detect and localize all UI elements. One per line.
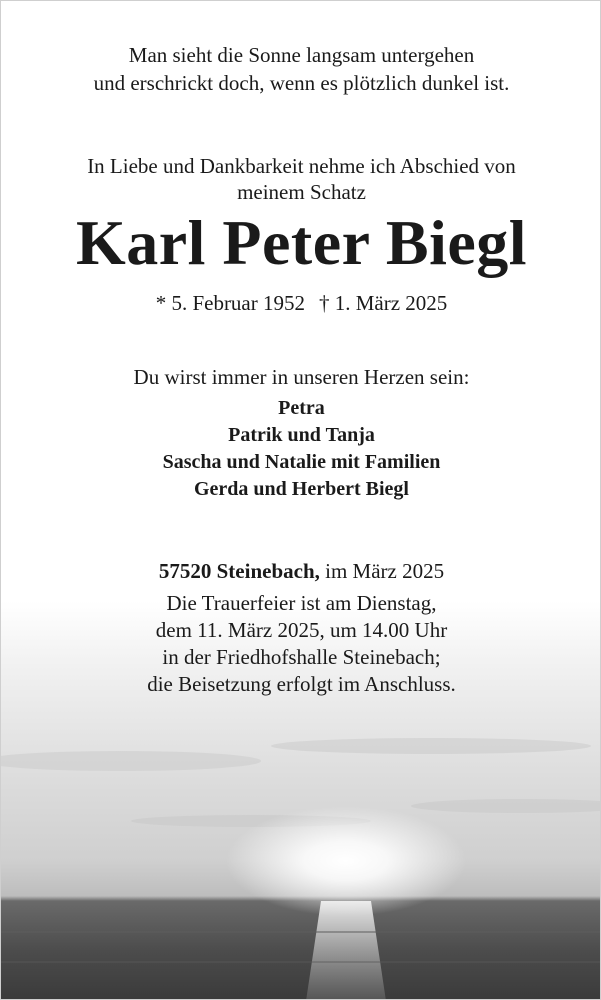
ceremony-line: in der Friedhofshalle Steinebach; (162, 645, 441, 669)
ceremony-info (1, 590, 601, 698)
ceremony-line: dem 11. März 2025, um 14.00 Uhr (155, 618, 448, 642)
mourner-name: Patrik und Tanja (228, 424, 375, 446)
birth-date: * 5. Februar 1952 (155, 291, 305, 315)
mourners-list (1, 395, 601, 503)
ceremony-line: Die Trauerfeier ist am Dienstag, (166, 591, 437, 615)
mourner-name: Petra (278, 397, 325, 419)
mourner-name: Gerda und Herbert Biegl (194, 478, 409, 500)
intro-line: In Liebe und Dankbarkeit nehme ich Abschied von (87, 154, 516, 178)
quote-line: Man sieht die Sonne langsam untergehen (128, 43, 475, 67)
ceremony-line: die Beisetzung erfolgt im Anschluss. (147, 672, 456, 696)
quote-line: und erschrickt doch, wenn es plötzlich dunkel ist. (93, 71, 510, 95)
place-month: im März 2025 (325, 559, 445, 583)
place-date (1, 557, 601, 585)
opening-quote (1, 41, 601, 97)
intro-text (1, 153, 601, 205)
intro-line: meinem Schatz (237, 180, 366, 204)
mourner-name: Sascha und Natalie mit Familien (162, 451, 441, 473)
place-location: 57520 Steinebach, (158, 559, 320, 583)
death-date: † 1. März 2025 (319, 291, 448, 315)
life-dates (1, 289, 601, 317)
farewell-line: Du wirst immer in unseren Herzen sein: (133, 365, 470, 389)
deceased-name: Karl Peter Biegl (75, 207, 528, 278)
